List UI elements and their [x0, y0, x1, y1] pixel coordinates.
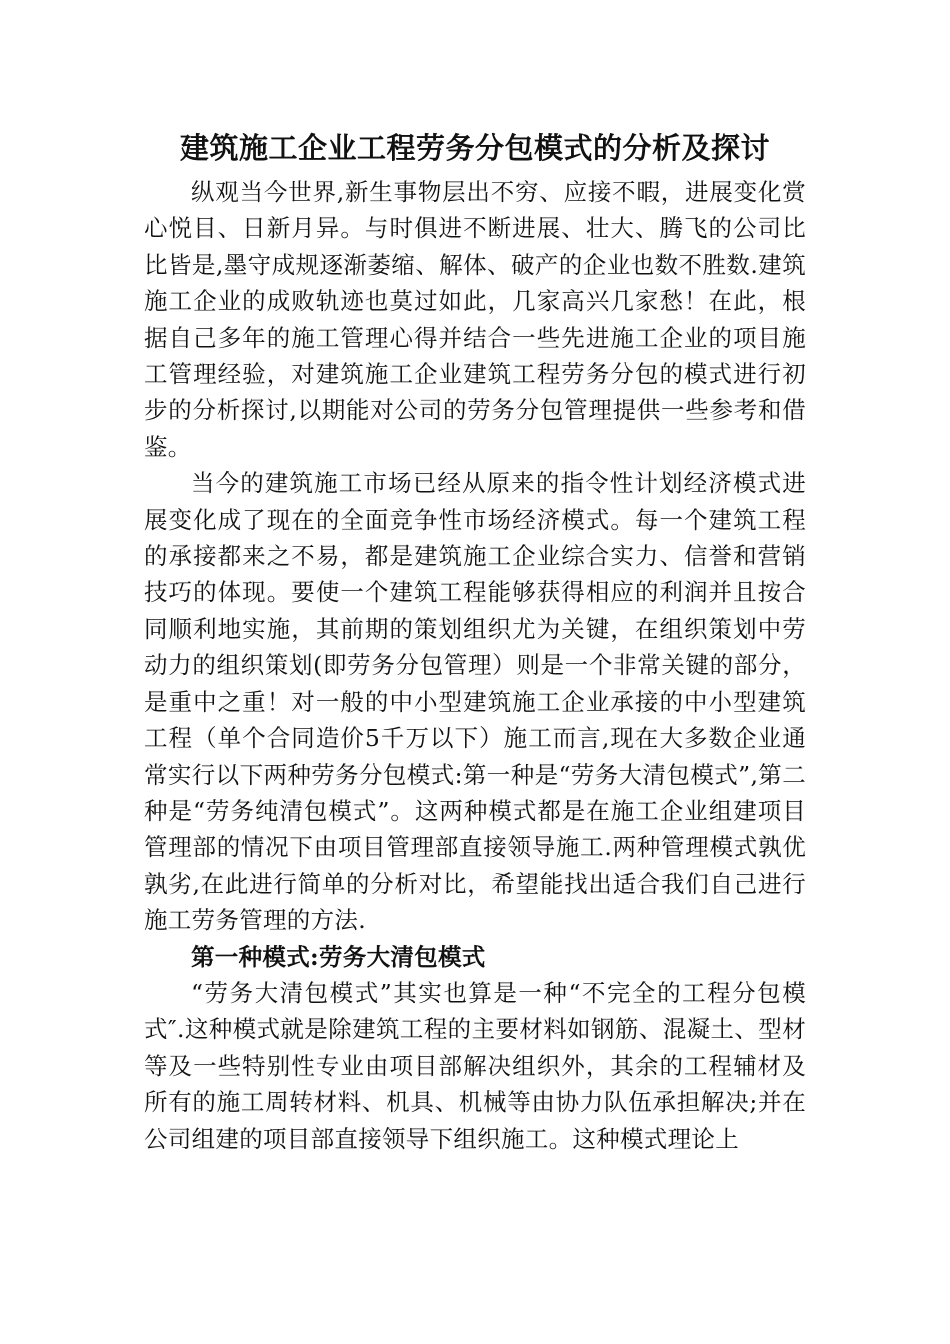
body-paragraph-1: 纵观当今世界,新生事物层出不穷、应接不暇，进展变化赏心悦目、日新月异。与时俱进不断进展、壮大、腾飞的公司比比皆是,墨守成规逐渐萎缩、解体、破产的企业也数不胜数.建筑施工企业的成败轨迹也莫过如此，几家高兴几家愁！在此，根据自己多年的施工管理心得并结合一些先进施工企业的项目施工管理经验，对建筑施工企业建筑工程劳务分包的模式进行初步的分析探讨,以期能对公司的劳务分包管理提供一些参考和借鉴。 — [144, 178, 806, 461]
body-paragraph-2: 当今的建筑施工市场已经从原来的指令性计划经济模式进展变化成了现在的全面竞争性市场经济模式。每一个建筑工程的承接都来之不易，都是建筑施工企业综合实力、信誉和营销技巧的体现。要使一个建筑工程能够获得相应的利润并且按合同顺利地实施，其前期的策划组织尤为关键，在组织策划中劳动力的组织策划(即劳务分包管理）则是一个非常关键的部分，是重中之重！对一般的中小型建筑施工企业承接的中小型建筑工程（单个合同造价5千万以下）施工而言,现在大多数企业通常实行以下两种劳务分包模式:第一种是“劳务大清包模式”,第二种是“劳务纯清包模式”。这两种模式都是在施工企业组建项目管理部的情况下由项目管理部直接领导施工.两种管理模式孰优孰劣,在此进行简单的分析对比，希望能找出适合我们自己进行施工劳务管理的方法. — [144, 469, 806, 935]
document-page — [144, 126, 806, 1157]
section-paragraph: “劳务大清包模式”其实也算是一种“不完全的工程分包模式″.这种模式就是除建筑工程的主要材料如钢筋、混凝土、型材等及一些特别性专业由项目部解决组织外，其余的工程辅材及所有的施工周转材料、机具、机械等由协力队伍承担解决;并在公司组建的项目部直接领导下组织施工。这种模式理论上 — [144, 978, 806, 1153]
document-title: 建筑施工企业工程劳务分包模式的分析及探讨 — [179, 131, 770, 165]
section-heading: 第一种模式:劳务大清包模式 — [191, 942, 486, 971]
